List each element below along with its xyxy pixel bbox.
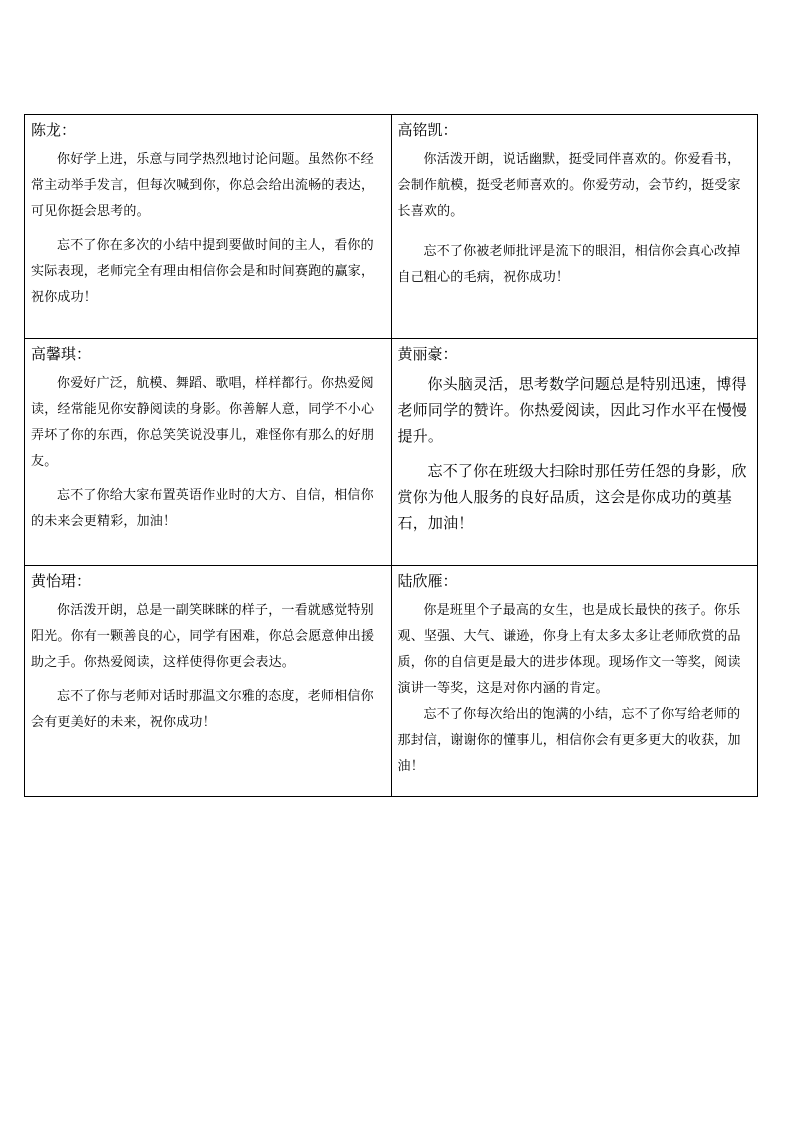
student-comments-table [24,114,758,797]
comment-cell-gao-mingkai [391,115,758,339]
comment-paragraph: 忘不了你在班级大扫除时那任劳任怨的身影，欣赏你为他人服务的良好品质，这会是你成功的奠基石，加油！ [397,462,747,533]
student-name: 黄丽豪： [397,345,458,364]
student-name: 高铭凯： [397,121,458,139]
student-name: 黄怡珺： [31,571,92,590]
table-row [25,339,758,565]
comment-paragraph: 忘不了你每次给出的饱满的小结，忘不了你写给老师的那封信，谢谢你的懂事儿，相信你会有更多更大的收获，加油！ [397,706,741,774]
student-name: 陆欣雁： [397,571,458,590]
comment-cell-lu-xinyan [391,565,758,796]
comment-cell-chen-long [25,115,392,339]
comment-paragraph: 你活泼开朗，说话幽默，挺受同伴喜欢的。你爱看书，会制作航模，挺受老师喜欢的。你爱劳动，会节约，挺受家长喜欢的。 [397,152,741,219]
student-name: 陈龙： [31,121,77,139]
comment-paragraph: 你爱好广泛，航模、舞蹈、歌唱，样样都行。你热爱阅读，经常能见你安静阅读的身影。你善解人意，同学不小心弄坏了你的东西，你总笑笑说没事儿，难怪你有那么的好朋友。 [31,376,375,470]
table-row [25,115,758,339]
comment-paragraph: 忘不了你与老师对话时那温文尔雅的态度，老师相信你会有更美好的未来，祝你成功！ [31,688,374,730]
comment-paragraph: 你好学上进，乐意与同学热烈地讨论问题。虽然你不经常主动举手发言，但每次喊到你，你总会给出流畅的表达，可见你挺会思考的。 [31,152,375,219]
comment-cell-huang-lihao [391,339,758,565]
student-name: 高馨琪： [31,345,92,364]
comment-paragraph: 你头脑灵活，思考数学问题总是特别迅速，博得老师同学的赞许。你热爱阅读，因此习作水平在慢慢提升。 [397,375,748,446]
comment-cell-huang-yijun [25,565,392,796]
comment-paragraph: 你是班里个子最高的女生，也是成长最快的孩子。你乐观、坚强、大气、谦逊，你身上有太多太多让老师欣赏的品质，你的自信更是最大的进步体现。现场作文一等奖，阅读演讲一等奖，这是对你内涵的肯定。 [397,602,741,696]
comment-cell-gao-xinqi [25,339,392,565]
comment-paragraph: 忘不了你给大家布置英语作业时的大方、自信，相信你的未来会更精彩，加油！ [31,488,374,530]
comment-paragraph: 忘不了你在多次的小结中提到要做时间的主人，看你的实际表现，老师完全有理由相信你会是和时间赛跑的赢家，祝你成功！ [31,238,375,305]
comment-paragraph: 忘不了你被老师批评是流下的眼泪，相信你会真心改掉自己粗心的毛病，祝你成功！ [397,244,741,285]
table-row [25,565,758,796]
comment-paragraph: 你活泼开朗，总是一副笑眯眯的样子，一看就感觉特别阳光。你有一颗善良的心，同学有困难，你总会愿意伸出援助之手。你热爱阅读，这样使得你更会表达。 [31,602,375,670]
